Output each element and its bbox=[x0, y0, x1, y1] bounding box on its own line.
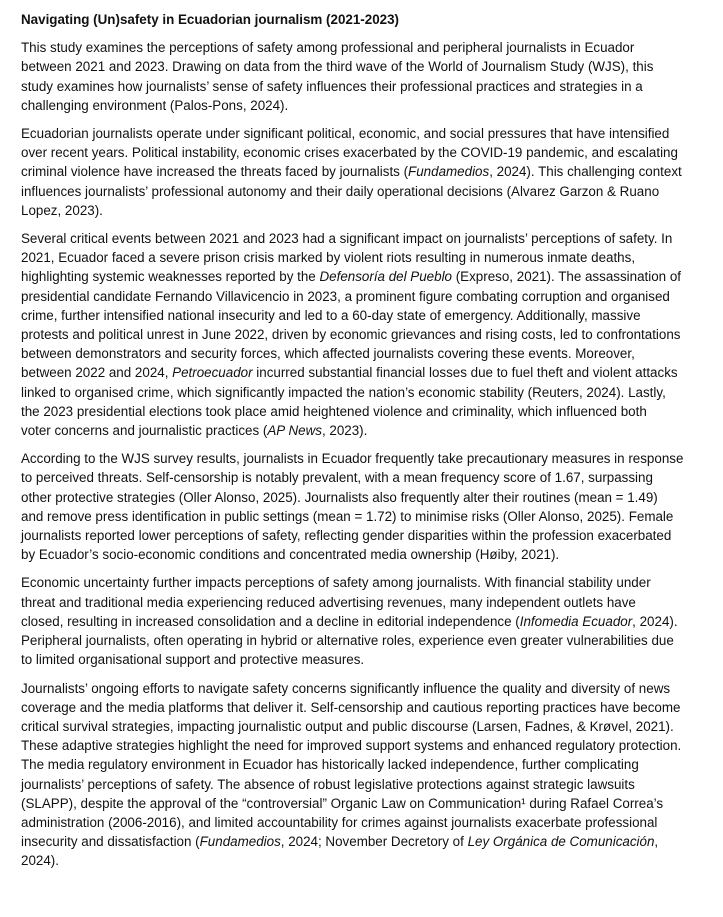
text-line: threat and traditional media experiencing reduced advertising revenues, many independent outlets have bbox=[21, 594, 636, 610]
document-body bbox=[21, 38, 707, 870]
paragraph bbox=[21, 679, 707, 871]
text-line: Peripheral journalists, often operating in hybrid or alternative roles, experience even greater vulnerabilities due bbox=[21, 633, 674, 649]
text-line: linked to organised crime, which significantly impacted the nation’s economic stability (Reuters, 2024). Lastly, bbox=[21, 384, 666, 400]
text-line: over recent years. Political instability, economic crises exacerbated by the COVID-19 pandemic, and escalating bbox=[21, 145, 678, 161]
text-line: crime, further intensified national insecurity and led to a 60-day state of emergency. Additionally, massive bbox=[21, 307, 641, 323]
text-line: between 2021 and 2023. Drawing on data from the third wave of the World of Journalism Study (WJS), this bbox=[21, 59, 654, 75]
text-line: closed, resulting in increased consolidation and a decline in editorial independence (Infomedia Ecuador, 2024). bbox=[21, 613, 678, 629]
paragraph bbox=[21, 38, 707, 115]
text-line: Several critical events between 2021 and 2023 had a significant impact on journalists’ perceptions of safety. In bbox=[21, 231, 673, 247]
paragraph bbox=[21, 573, 707, 669]
text-line: to limited organisational support and protective measures. bbox=[21, 652, 365, 668]
text-line: study examines how journalists’ sense of safety influences their professional practices and strategies in a bbox=[21, 78, 643, 94]
text-line: voter concerns and journalistic practices (AP News, 2023). bbox=[21, 423, 368, 439]
text-line: between demonstrators and security forces, which affected journalists covering these events. Moreover, bbox=[21, 346, 635, 362]
document-title: Navigating (Un)safety in Ecuadorian journalism (2021-2023) bbox=[21, 12, 400, 27]
text-line: Ecuadorian journalists operate under significant political, economic, and social pressures that have intensified bbox=[21, 126, 670, 142]
text-line: influences journalists’ professional autonomy and their daily operational decisions (Alvarez Garzon & Ruano bbox=[21, 183, 660, 199]
text-line: insecurity and dissatisfaction (Fundamedios, 2024; November Decretory of Ley Orgánica de Comunicación, bbox=[21, 834, 659, 850]
text-line: Lopez, 2023). bbox=[21, 202, 103, 218]
text-line: and remove press identification in public settings (mean = 1.72) to minimise risks (Oller Alonso, 2025). Female bbox=[21, 508, 674, 524]
text-line: These adaptive strategies highlight the need for improved support systems and enhanced regulatory protection. bbox=[21, 738, 682, 754]
text-line: protests and political unrest in June 2022, driven by economic grievances and rising costs, led to confrontations bbox=[21, 327, 681, 343]
paragraph bbox=[21, 124, 707, 220]
text-line: journalists’ perceptions of safety. The absence of robust legislative protections against strategic lawsuits bbox=[21, 776, 635, 792]
text-line: highlighting systemic weaknesses reported by the Defensoría del Pueblo (Expreso, 2021). The assassination of bbox=[21, 269, 682, 285]
text-line: Economic uncertainty further impacts perceptions of safety among journalists. With financial stability under bbox=[21, 575, 651, 591]
text-line: coverage and the media platforms that deliver it. Self-censorship and cautious reporting practices have become bbox=[21, 699, 681, 715]
text-line: to perceived threats. Self-censorship is notably prevalent, with a mean frequency score of 1.67, surpassing bbox=[21, 470, 653, 486]
text-line: According to the WJS survey results, journalists in Ecuador frequently take precautionary measures in response bbox=[21, 451, 684, 467]
text-line: journalists reported lower perceptions of safety, reflecting gender disparities within the profession exacerbated bbox=[21, 528, 672, 544]
text-line: other protective strategies (Oller Alonso, 2025). Journalists also frequently alter their routines (mean = 1.49) bbox=[21, 489, 658, 505]
text-line: (SLAPP), despite the approval of the “controversial” Organic Law on Communication¹ during Rafael Correa’s bbox=[21, 795, 664, 811]
paragraph bbox=[21, 229, 707, 440]
paragraph bbox=[21, 449, 707, 564]
text-line: administration (2006-2016), and limited accountability for crimes against journalists exacerbate professional bbox=[21, 814, 658, 830]
text-line: 2021, Ecuador faced a severe prison crisis marked by violent riots resulting in numerous inmate deaths, bbox=[21, 250, 636, 266]
text-line: presidential candidate Fernando Villavicencio in 2023, a prominent figure combating corruption and organised bbox=[21, 288, 670, 304]
text-line: Journalists’ ongoing efforts to navigate safety concerns significantly influence the quality and diversity of news bbox=[21, 680, 671, 696]
text-line: 2024). bbox=[21, 853, 59, 869]
text-line: challenging environment (Palos-Pons, 2024). bbox=[21, 97, 289, 113]
text-line: by Ecuador’s socio-economic conditions and concentrated media ownership (Høiby, 2021). bbox=[21, 547, 560, 563]
text-line: critical survival strategies, impacting journalistic output and public discourse (Larsen, Fadnes, & Krøvel, 2021). bbox=[21, 718, 674, 734]
text-line: between 2022 and 2024, Petroecuador incurred substantial financial losses due to fuel theft and violent attacks bbox=[21, 365, 678, 381]
text-line: The media regulatory environment in Ecuador has historically lacked independence, further complicating bbox=[21, 757, 639, 773]
text-line: criminal violence have increased the threats faced by journalists (Fundamedios, 2024). This challenging context bbox=[21, 164, 682, 180]
text-line: This study examines the perceptions of safety among professional and peripheral journalists in Ecuador bbox=[21, 40, 635, 56]
text-line: the 2023 presidential elections took place amid heightened violence and criminality, which influenced both bbox=[21, 403, 647, 419]
